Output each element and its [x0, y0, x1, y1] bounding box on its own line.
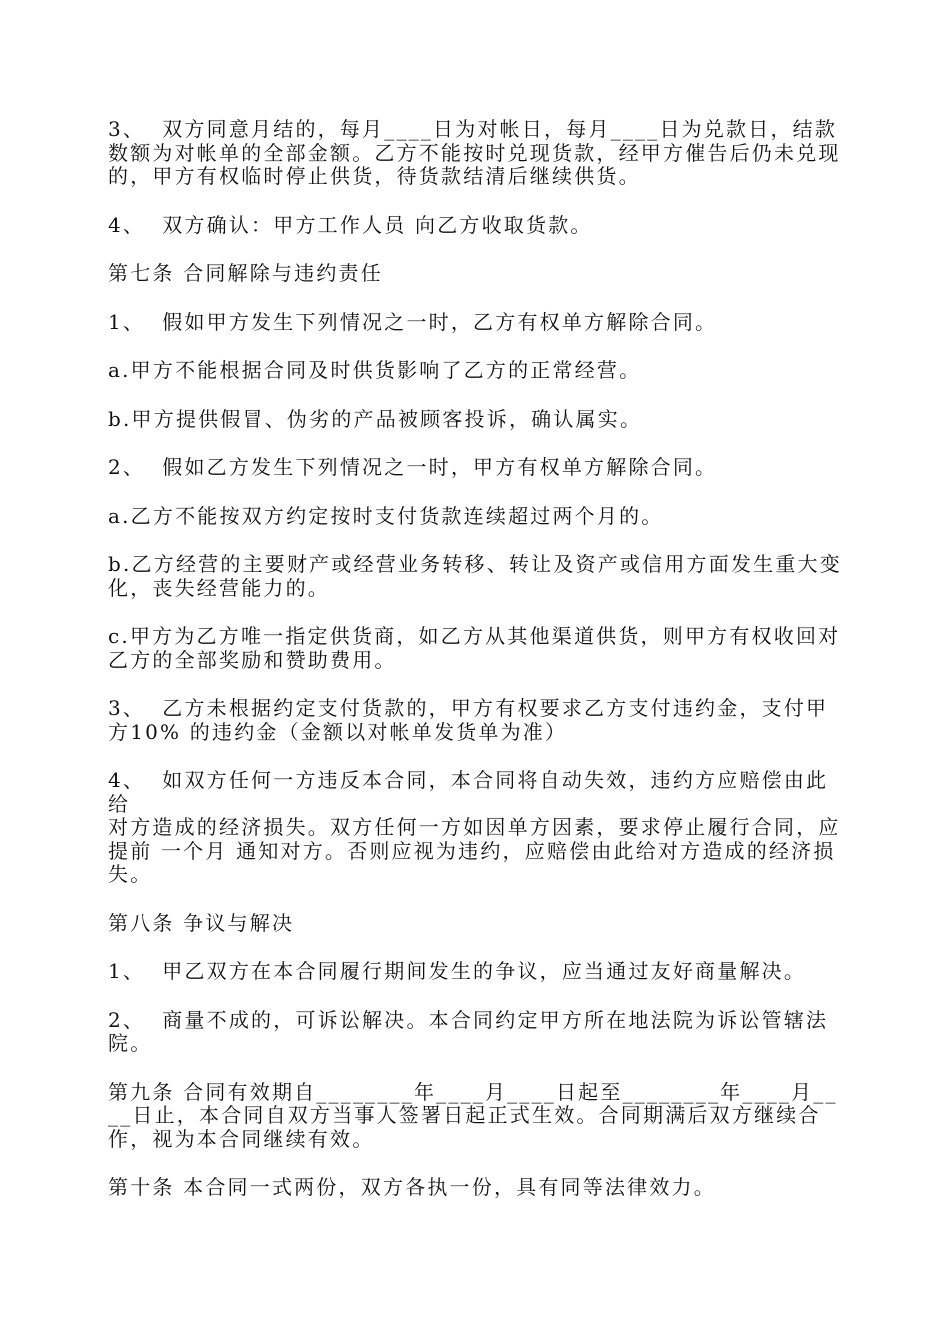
clause-7-1-party-b-termination: 1、 假如甲方发生下列情况之一时，乙方有权单方解除合同。 [108, 309, 718, 334]
clause-6-3-monthly-settlement: 3、 双方同意月结的，每月____日为对帐日，每月____日为兑款日，结款数额为对帐单的全部金额。乙方不能按时兑现货款，经甲方催告后仍未兑现的，甲方有权临时停止供货，待货款结清后继续供货。 [108, 117, 841, 188]
clause-7-1-a: a.甲方不能根据合同及时供货影响了乙方的正常经营。 [108, 358, 642, 382]
clause-7-4-breach: 4、 如双方任何一方违反本合同，本合同将自动失效，违约方应赔偿由此给 对方造成的经济损失。双方任何一方如因单方因素，要求停止履行合同，应提前 一个月 通知对方。否则应视为违约，应赔偿由此给对方造成的经济损失。 [108, 768, 841, 886]
article-7-heading: 第七条 合同解除与违约责任 [108, 261, 383, 285]
clause-7-2-b: b.乙方经营的主要财产或经营业务转移、转让及资产或信用方面发生重大变化，丧失经营能力的。 [108, 552, 842, 600]
article-9-validity-period: 第九条 合同有效期自________年____月____日起至________年____月____日止，本合同自双方当事人签署日起正式生效。合同期满后双方继续合作，视为本合同继续有效。 [108, 1079, 838, 1151]
contract-body [108, 118, 843, 1225]
clause-7-2-party-a-termination: 2、 假如乙方发生下列情况之一时，甲方有权单方解除合同。 [108, 455, 718, 479]
clause-6-4-payment-collection: 4、 双方确认：甲方工作人员 向乙方收取货款。 [108, 212, 593, 237]
article-8-heading: 第八条 争议与解决 [108, 910, 295, 935]
clause-8-2-litigation: 2、 商量不成的，可诉讼解决。本合同约定甲方所在地法院为诉讼管辖法院。 [108, 1007, 829, 1055]
clause-7-2-a: a.乙方不能按双方约定按时支付货款连续超过两个月的。 [108, 503, 664, 528]
clause-8-1-negotiation: 1、 甲乙双方在本合同履行期间发生的争议，应当通过友好商量解决。 [108, 959, 807, 983]
clause-7-1-b: b.甲方提供假冒、伪劣的产品被顾客投诉，确认属实。 [108, 406, 643, 431]
article-10-copies: 第十条 本合同一式两份，双方各执一份，具有同等法律效力。 [108, 1175, 716, 1199]
clause-7-3-penalty: 3、 乙方未根据约定支付货款的，甲方有权要求乙方支付违约金，支付甲方10% 的违约金（金额以对帐单发货单为准） [108, 696, 829, 744]
clause-7-2-c: c.甲方为乙方唯一指定供货商，如乙方从其他渠道供货，则甲方有权收回对乙方的全部奖励和赞助费用。 [108, 624, 841, 672]
